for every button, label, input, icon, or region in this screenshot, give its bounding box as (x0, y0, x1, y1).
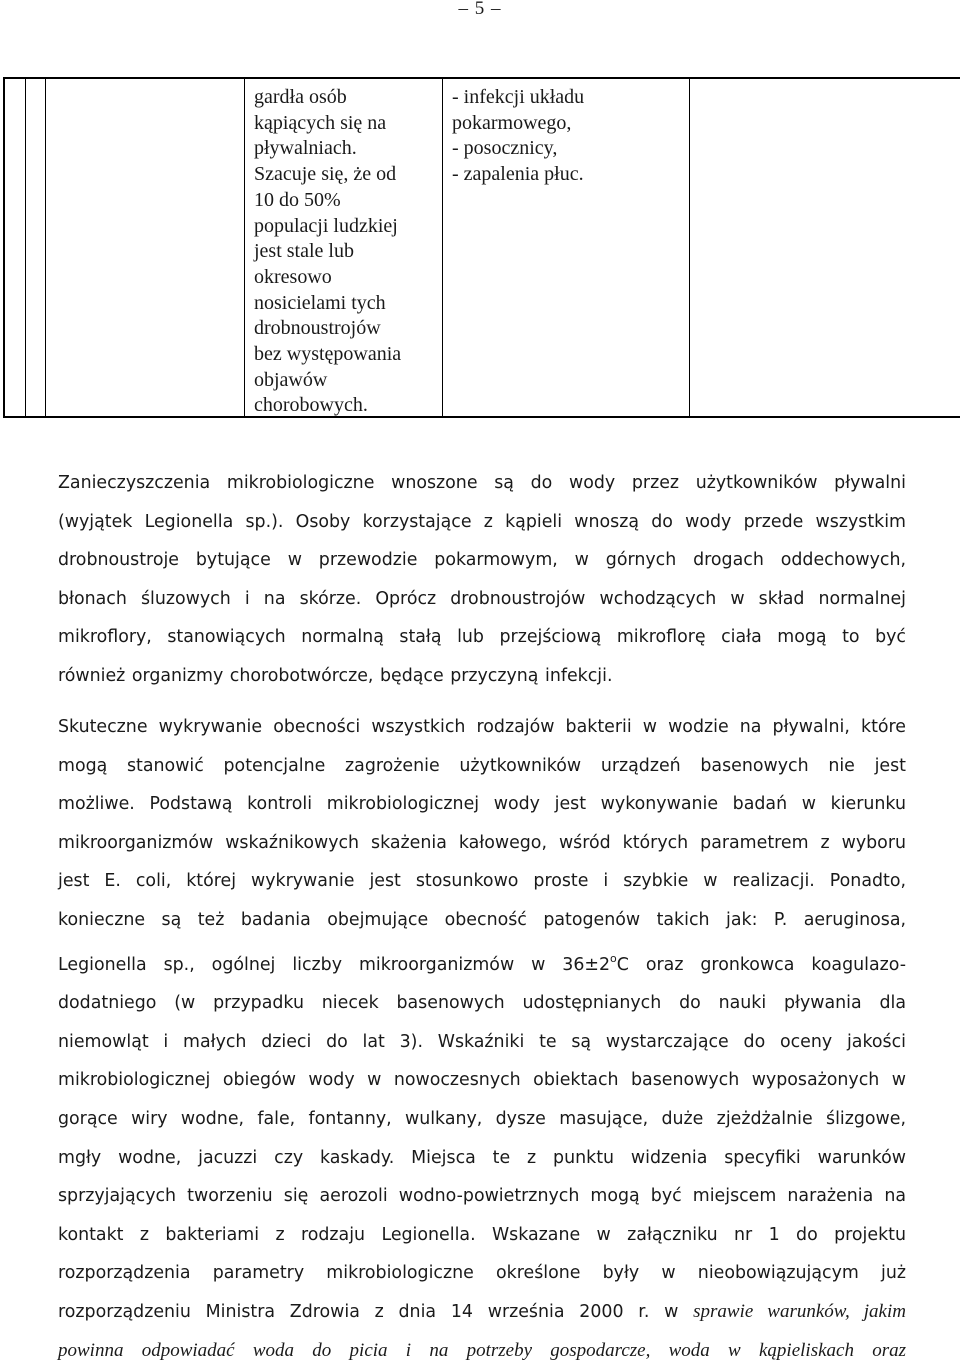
table-column-divider (244, 79, 245, 416)
page-number: – 5 – (458, 0, 502, 19)
table-cell-effects: - infekcji układu pokarmowego, - posocznicy, - zapalenia płuc. (452, 86, 585, 186)
italic-phrase: sprawie warunków, jakim (693, 1300, 906, 1322)
table-column-divider (25, 79, 26, 416)
table-column-divider (442, 79, 443, 416)
paragraph-detection: Skuteczne wykrywanie obecności wszystkich rodzajów bakterii w wodzie na pływalni, które mogą stanowić potencjalne zagrożenie użytkowników urządzeń basenowych nie jest możliwe. Podstawą kontroli mikrobiologicznej wody jest wykonywanie badań w kierunku mikroorganizmów wskaźnikowych skażenia kałowego, wśród których parametrem z wyboru jest E. coli, której wykrywanie jest stosunkowo proste i szybkie w realizacji. Ponadto, konieczne są też badania obejmujące obecność patogenów takich jak: P. aeruginosa, Legionella sp., ogólnej liczby mikroorganizmów w $36\pm 2^oC$ oraz gronkowca koagulazo- dodatniego (w przypadku niecek basenowych udostępnianych do nauki pływania dla niemowląt i małych dzieci do lat 3). Wskaźniki te są wystarczające do oceny jakości mikrobiologicznej obiegów wody w nowoczesnych obiektach basenowych wyposażonych w gorące wiry wodne, fale, fontanny, wulkany, dysze masujące, duże zjeżdżalnie ślizgowe, mgły wodne, jacuzzi czy kaskady. Miejsca te z punktu widzenia specyfiki warunków sprzyjających tworzeniu się aerozoli wodno-powietrznych mogą być miejscem narażenia na kontakt z bakteriami z rodzaju Legionella. Wskazane w załączniku nr 1 do projektu rozporządzenia parametry mikrobiologiczne określone były w nieobowiązującym już rozporządzeniu Ministra Zdrowia z dnia 14 września 2000 r. w sprawie warunków, jakim powinna odpowiadać woda do picia i na potrzeby gospodarcze, woda w kąpieliskach oraz (58, 717, 906, 1361)
table-fragment (3, 77, 960, 418)
paragraph-contamination: Zanieczyszczenia mikrobiologiczne wnoszone są do wody przez użytkowników pływalni (wyjątek Legionella sp.). Osoby korzystające z kąpieli wnoszą do wody przede wszystkim drobnoustroje bytujące w przewodzie pokarmowym, w górnych drogach oddechowych, błonach śluzowych i na skórze. Oprócz drobnoustrojów wchodzących w skład normalnej mikroflory, stanowiących normalną stałą lub przejściową mikroflorę ciała mogą to być również organizmy chorobotwórcze, będące przyczyną infekcji. (58, 473, 906, 686)
table-column-divider (45, 79, 46, 416)
regulation-line: rozporządzeniu Ministra Zdrowia z dnia 14 września 2000 r. w sprawie warunków, jakim (58, 1300, 906, 1322)
temperature-line: Legionella sp., ogólnej liczby mikroorganizmów w $36\pm 2^oC$ oraz gronkowca koagulazo- (58, 951, 906, 975)
degree-superscript: o (610, 951, 617, 965)
table-cell-description: gardła osób kąpiących się na pływalniach. Szacuje się, że od 10 do 50% populacji ludzkiej jest stale lub okresowo nosicielami tych drobnoustrojów bez występowania objawów chorobowych. (254, 86, 402, 417)
